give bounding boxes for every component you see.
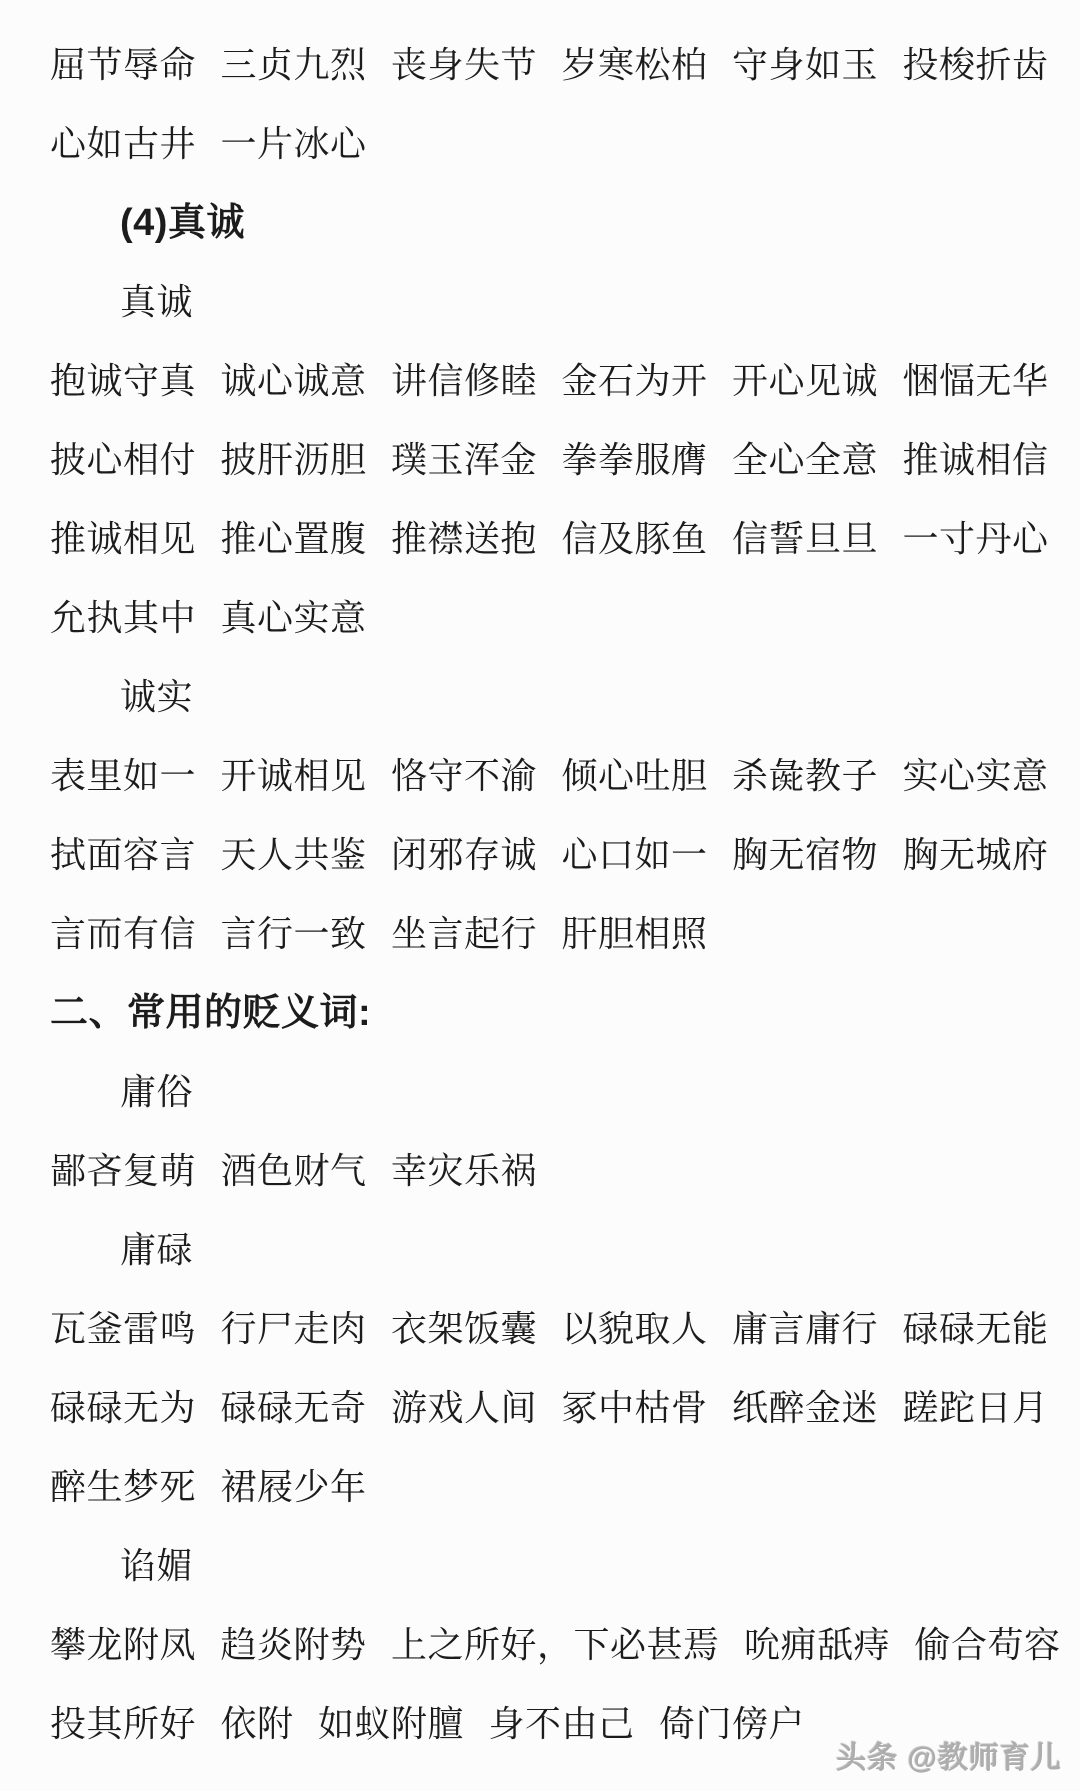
idiom-row: 拭面容言 天人共鉴 闭邪存诚 心口如一 胸无宿物 胸无城府 [50, 834, 1049, 875]
idiom-row: 鄙吝复萌 酒色财气 幸灾乐祸 [50, 1150, 538, 1191]
idiom-row: 屈节辱命 三贞九烈 丧身失节 岁寒松柏 守身如玉 投梭折齿 [50, 44, 1049, 85]
category-label: 庸碌 [120, 1229, 194, 1270]
idiom-row: 表里如一 开诚相见 恪守不渝 倾心吐胆 杀彘教子 实心实意 [50, 755, 1049, 796]
idiom-row: 碌碌无为 碌碌无奇 游戏人间 冢中枯骨 纸醉金迷 蹉跎日月 [50, 1387, 1049, 1428]
subsection-heading: (4)真诚 [120, 202, 245, 244]
idiom-row: 抱诚守真 诚心诚意 讲信修睦 金石为开 开心见诚 悃愊无华 [50, 360, 1049, 401]
idiom-row: 推诚相见 推心置腹 推襟送抱 信及豚鱼 信誓旦旦 一寸丹心 [50, 518, 1049, 559]
idiom-row: 言而有信 言行一致 坐言起行 肝胆相照 [50, 913, 708, 954]
category-label: 庸俗 [120, 1071, 194, 1112]
idiom-row: 允执其中 真心实意 [50, 597, 367, 638]
category-label: 谄媚 [120, 1545, 194, 1586]
idiom-row: 心如古井 一片冰心 [50, 123, 367, 164]
category-label: 诚实 [120, 676, 194, 717]
idiom-row: 醉生梦死 裙屐少年 [50, 1466, 367, 1507]
section-heading: 二、常用的贬义词: [50, 992, 372, 1034]
idiom-row: 瓦釜雷鸣 行尸走肉 衣架饭囊 以貌取人 庸言庸行 碌碌无能 [50, 1308, 1049, 1349]
toutiao-watermark: 头条 @教师育儿 [836, 1742, 1062, 1775]
category-label: 真诚 [120, 281, 194, 322]
idiom-row: 投其所好 依附 如蚁附膻 身不由己 倚门傍户 [50, 1703, 806, 1744]
idiom-row: 披心相付 披肝沥胆 璞玉浑金 拳拳服膺 全心全意 推诚相信 [50, 439, 1049, 480]
idiom-row: 攀龙附凤 趋炎附势 上之所好，下必甚焉 吮痈舐痔 偷合苟容 [50, 1624, 1061, 1665]
